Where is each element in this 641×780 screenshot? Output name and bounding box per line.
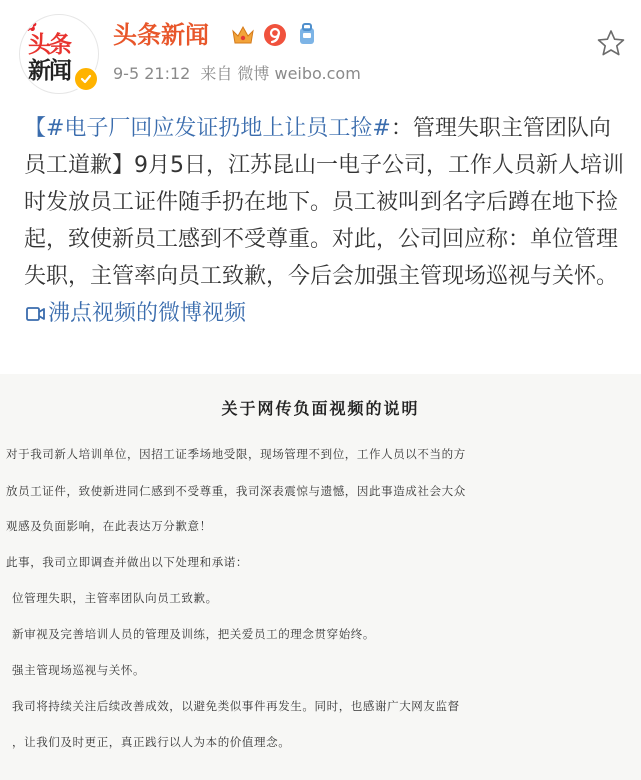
post-body (24, 110, 624, 332)
user-badges (230, 22, 320, 48)
post-time: 9-5 21:12 (113, 64, 191, 83)
post-header (0, 0, 641, 100)
post-meta (113, 62, 361, 86)
document-line: 对于我司新人培训单位，因招工证季场地受限，现场管理不到位，工作人员以不当的方 (6, 447, 466, 461)
post-source: 来自 微博 weibo.com (200, 64, 361, 83)
video-link[interactable] (24, 301, 246, 326)
favorite-star-icon[interactable] (596, 28, 626, 58)
document-line: 我司将持续关注后续改善成效，以避免类似事件再发生。同时，也感谢广大网友监督 (12, 699, 460, 713)
avatar-logo-line1: 头条 (28, 31, 70, 58)
flower-logo-icon: ✿ (23, 16, 38, 36)
username[interactable]: 头条新闻 (113, 21, 209, 49)
document-line: ，让我们及时更正，真正践行以人为本的价值理念。 (12, 735, 291, 749)
verified-badge-icon (73, 66, 99, 92)
post-text: ：管理失职主管团队向员工道歉】9月5日，江苏昆山一电子公司，工作人员新人培训时发放员工证件随手扔在地下。员工被叫到名字后蹲在地下捡起，致使新员工感到不受尊重。对此，公司回应称：单位管理失职，主管率向员工致歉，今后会加强主管现场巡视与关怀。 (24, 116, 624, 289)
video-icon (26, 305, 46, 323)
document-line: 观感及负面影响，在此表达万分歉意！ (6, 519, 212, 533)
crown-badge-icon (230, 22, 256, 48)
avatar-logo-line2: 新闻 (28, 57, 70, 84)
document-line: 新审视及完善培训人员的管理及训练，把关爱员工的理念贯穿始终。 (12, 627, 375, 641)
statement-document-image[interactable] (0, 374, 641, 780)
document-line: 放员工证件，致使新进同仁感到不受尊重，我司深表震惊与遗憾，因此事造成社会大众 (6, 484, 466, 498)
document-line: 位管理失职，主管率团队向员工致歉。 (12, 591, 218, 605)
document-title: 关于网传负面视频的说明 (221, 399, 420, 418)
level-badge-icon (262, 22, 288, 48)
document-line: 此事，我司立即调查并做出以下处理和承诺： (6, 555, 248, 569)
video-link-label: 沸点视频的微博视频 (48, 301, 247, 326)
member-badge-icon (294, 22, 320, 48)
hashtag-link[interactable]: 【#电子厂回应发证扔地上让员工捡# (24, 116, 391, 141)
document-line: 强主管现场巡视与关怀。 (12, 663, 146, 677)
